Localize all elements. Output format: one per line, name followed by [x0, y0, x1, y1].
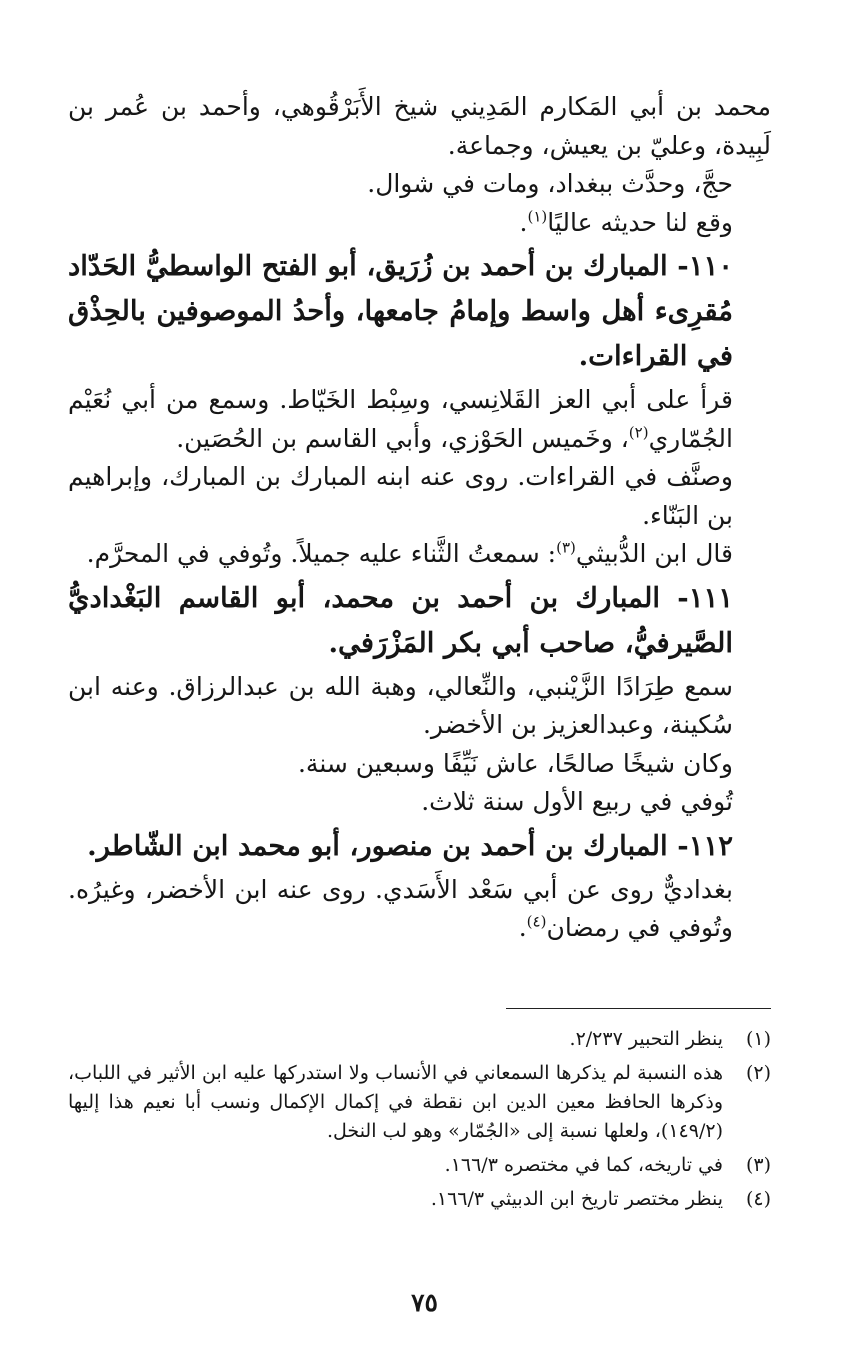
paragraph-text-continued: . [518, 913, 527, 942]
paragraph [68, 535, 771, 574]
footnote-marker: (٢) [628, 423, 649, 442]
footnote-number: (١) [745, 1027, 771, 1050]
paragraph [68, 165, 771, 204]
footnote-text: ينظر التحبير ٢/٢٣٧. [569, 1027, 723, 1050]
paragraph [68, 871, 771, 948]
footnote-marker: (٣) [556, 538, 576, 557]
footnote-text: في تاريخه، كما في مختصره ١٦٦/٣. [444, 1153, 723, 1176]
footnote [68, 1185, 771, 1214]
footnote [68, 1151, 771, 1180]
entry-heading [68, 824, 771, 869]
paragraph-text: حجَّ، وحدَّث ببغداد، ومات في شوال. [367, 169, 733, 198]
paragraph [68, 458, 771, 535]
page-number: ٧٥ [411, 1288, 438, 1317]
main-text [68, 88, 771, 948]
paragraph-text-continued: : سمعتُ الثَّناء عليه جميلاً. وتُوفي في المحرَّم. [86, 539, 557, 568]
paragraph-text: قال ابن الدُّبيثي [575, 539, 733, 568]
entry-heading [68, 576, 771, 666]
paragraph-text: بغداديٌّ روى عن أبي سَعْد الأَسَدي. روى عنه ابن الأخضر، وغيرُه. وتُوفي في رمضان [68, 874, 733, 942]
footnote [68, 1059, 771, 1146]
paragraph [68, 204, 771, 243]
paragraph [68, 88, 771, 165]
paragraph-text: ١١١- المبارك بن أحمد بن محمد، أبو القاسم البَغْداديُّ الصَّيرفيُّ، صاحب أبي بكر المَزْرَفي. [68, 581, 733, 659]
paragraph-text: وصنَّف في القراءات. روى عنه ابنه المبارك بن المبارك، وإبراهيم بن البَنّاء. [68, 462, 733, 530]
paragraph-text-continued: ، وخَميس الحَوْزي، وأبي القاسم بن الحُصَين. [176, 423, 629, 453]
paragraph-text: ١١٠- المبارك بن أحمد بن زُرَيق، أبو الفتح الواسطيُّ الحَدّاد مُقرِىء أهل واسط وإمامُ جامعها، وأحدُ الموصوفين بالحِذْق في القراءات. [68, 250, 733, 372]
footnote [68, 1025, 771, 1054]
footnote-number: (٤) [745, 1187, 771, 1210]
footnote-number: (٣) [745, 1153, 771, 1176]
paragraph-text: وقع لنا حديثه عاليًا [547, 207, 733, 237]
paragraph-text-continued: . [519, 207, 528, 237]
paragraph-text: محمد بن أبي المَكارم المَدِيني شيخ الأَبَرْقُوهي، وأحمد بن عُمر بن لَبِيدة، وعليّ بن يعيش، وجماعة. [68, 92, 771, 160]
footnote-marker: (١) [527, 207, 548, 226]
paragraph-text: سمع طِرَادًا الزَّيْنبي، والنِّعالي، وهبة الله بن عبدالرزاق. وعنه ابن سُكينة، وعبدالعزيز بن الأخضر. [68, 671, 733, 739]
paragraph [68, 381, 771, 458]
paragraph [68, 745, 771, 784]
paragraph [68, 668, 771, 745]
footnote-text: هذه النسبة لم يذكرها السمعاني في الأنساب ولا استدركها عليه ابن الأثير في اللباب، وذكرها الحافظ معين الدين ابن نقطة في إكمال الإكمال ونسب أبا نعيم هذا إليها (١٤٩/٢)، ولعلها نسبة إلى «الجُمّار» وهو لب النخل. [68, 1061, 723, 1142]
paragraph [68, 783, 771, 822]
footnote-separator [506, 1008, 771, 1009]
paragraph-text: تُوفي في ربيع الأول سنة ثلاث. [421, 787, 733, 816]
paragraph-text: وكان شيخًا صالحًا، عاش نَيِّفًا وسبعين سنة. [297, 748, 733, 778]
footnote-text: ينظر مختصر تاريخ ابن الدبيثي ١٦٦/٣. [430, 1187, 723, 1210]
footnote-number: (٢) [745, 1061, 771, 1084]
entry-heading [68, 244, 771, 379]
footnotes [68, 1025, 771, 1214]
footnote-marker: (٤) [526, 912, 547, 931]
paragraph-text: ١١٢- المبارك بن أحمد بن منصور، أبو محمد ابن الشّاطر. [87, 829, 733, 862]
paragraph-text: قرأ على أبي العز القَلانِسي، وسِبْط الخَيّاط. وسمع من أبي نُعَيْم الجُمّاري [68, 385, 733, 453]
